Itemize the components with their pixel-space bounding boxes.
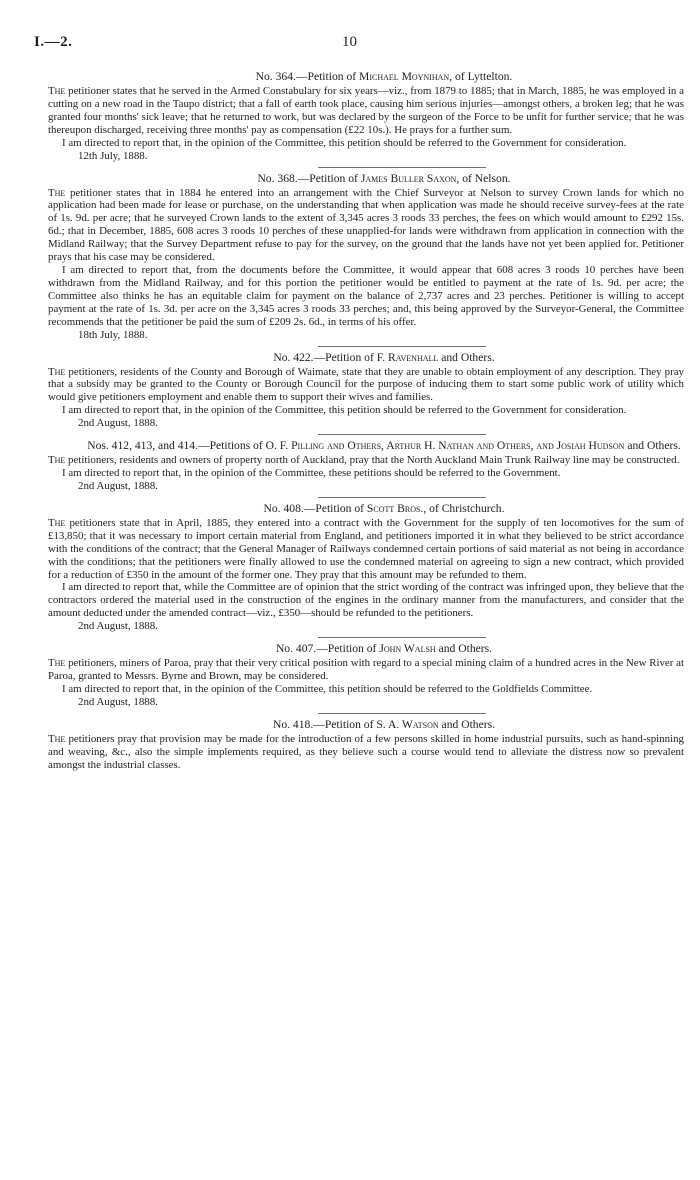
committee-report: I am directed to report that, in the opinion of the Committee, this petition should be referred to the Government for consideration. xyxy=(62,404,627,417)
petition-368 xyxy=(48,172,684,342)
petition-statement: The petitioner states that he served in the Armed Constabulary for six years—viz., from 1879 to 1885; that in March, 1885, he was employed in a cutting on a new road in the Taupo district; that a fall of earth took place, causing him serious injuries—amongst others, a broken leg; that he was granted four months' sick leave; that he returned to work, but was declared by the surgeon of the Force to be unfit for further service; that he was thereupon discharged, receiving three months' pay as compensation (£22 10s.). He prays for a further sum. xyxy=(48,85,684,136)
committee-report: I am directed to report that, from the documents before the Committee, it would appear that 608 acres 3 roods 10 perches have been withdrawn from the Midland Railway, and for this portion the petitioner would be entitled to payment at the rate of 1s. 9d. per acre; the Committee also thinks he has an equitable claim for payment on the balance of 2,737 acres and 23 perches. Petitioner is willing to accept payment at the rate of 1s. 3d. per acre on the 3,345 acres 3 roods 33 perches; and, this being approved by the Surveyor-General, the Committee recommends that the petitioner be paid the sum of £209 2s. 6d., in terms of his offer. xyxy=(48,263,684,328)
petition-statement: The petitioners, residents of the County and Borough of Waimate, state that they are unable to obtain employment of any description. They pray that a subsidy may be granted to the County or Borough Council for the purpose of inducing them to start some public work of utility which would give petitioners employment and enable them to support their wives and families. xyxy=(48,365,684,404)
petition-408 xyxy=(48,502,684,633)
petition-statement: The petitioners, miners of Paroa, pray that their very critical position with regard to a special mining claim of a hundred acres in the New River at Paroa, granted to Messrs. Byrne and Brown, may be considered. xyxy=(48,657,684,683)
petition-title: No. 364.—Petition of Michael Moynihan, of Lyttelton. xyxy=(255,70,513,83)
petitioner-name: Michael Moynihan xyxy=(359,70,450,83)
report-date: 12th July, 1888. xyxy=(78,149,148,162)
petition-412-413-414 xyxy=(48,439,684,493)
report-date: 2nd August, 1888. xyxy=(78,417,158,430)
petition-statement: The petitioners, residents and owners of property north of Auckland, pray that the North Auckland Main Trunk Railway line may be constructed. xyxy=(48,454,680,467)
petition-title: No. 422.—Petition of F. Ravenhall and Others. xyxy=(273,350,495,364)
committee-report: I am directed to report that, in the opinion of the Committee, this petition should be referred to the Goldfields Committee. xyxy=(62,683,593,695)
report-date: 2nd August, 1888. xyxy=(78,695,158,708)
page-number: 10 xyxy=(342,34,357,50)
petition-418 xyxy=(48,718,684,772)
petition-statement: The petitioners pray that provision may be made for the introduction of a few persons skilled in home industrial pursuits, such as hand-spinning and weaving, &c., also the simple implements required, as they believe such a course would tend to alleviate the distress now so prevalent amongst the industrial classes. xyxy=(48,732,684,771)
petitioner-name: James Buller Saxon xyxy=(360,171,457,185)
section-divider xyxy=(318,713,486,714)
petitioner-name: John Walsh xyxy=(379,642,436,656)
petitioner-name: Scott Bros. xyxy=(366,501,424,515)
petition-407 xyxy=(48,642,684,709)
section-divider xyxy=(318,434,486,435)
section-divider xyxy=(318,637,486,638)
petitions-list xyxy=(48,70,684,772)
petitioner-name: O. F. Pilling and Others, Arthur H. Nathan and Others, and Josiah Hudson xyxy=(265,439,625,453)
report-date: 18th July, 1888. xyxy=(78,328,148,341)
section-divider xyxy=(318,167,486,168)
committee-report: I am directed to report that, in the opinion of the Committee, these petitions should be referred to the Government. xyxy=(62,467,561,480)
report-date: 2nd August, 1888. xyxy=(78,620,158,633)
petition-title: Nos. 412, 413, and 414.—Petitions of O. F. Pilling and Others, Arthur H. Nathan and Others, and Josiah Hudson and Others. xyxy=(87,439,681,453)
committee-report: I am directed to report that, while the Committee are of opinion that the strict wording of the contract was infringed upon, they believe that the contractors ordered the material used in the construction of the engines in the ordinary manner from the manufacturers, and consider that the amount deducted under the amended contract—viz., £350—should be refunded to the petitioners. xyxy=(48,581,684,620)
petitioner-name: S. A. Watson xyxy=(376,717,439,731)
petition-title: No. 408.—Petition of Scott Bros., of Christchurch. xyxy=(263,501,505,515)
report-date: 2nd August, 1888. xyxy=(78,479,158,492)
petition-statement: The petitioners state that in April, 1885, they entered into a contract with the Government for the supply of ten locomotives for the sum of £13,850; that it was necessary to import certain material from England, and petitioners imported it in what they believed to be strict accordance with the conditions of the contract; that the General Manager of Railways condemned certain portions of said material as not being in accordance with the conditions; that the petitioners were finally allowed to use the condemned material on agreeing to sign a new contract, which provided for a reduction of £350 in the amount of the former one. They pray that this amount may be refunded to them. xyxy=(48,516,684,581)
committee-report: I am directed to report that, in the opinion of the Committee, this petition should be referred to the Government for consideration. xyxy=(62,136,627,149)
petition-364 xyxy=(48,70,684,163)
petition-title: No. 407.—Petition of John Walsh and Others. xyxy=(275,642,493,656)
petitioner-name: F. Ravenhall xyxy=(376,350,439,364)
petition-title: No. 418.—Petition of S. A. Watson and Others. xyxy=(272,717,496,731)
paper-reference: I.—2. xyxy=(34,34,73,50)
section-divider xyxy=(318,346,486,347)
page-header xyxy=(34,34,674,56)
petition-422 xyxy=(48,351,684,431)
section-divider xyxy=(318,497,486,498)
petition-title: No. 368.—Petition of James Buller Saxon, of Nelson. xyxy=(257,171,511,185)
petition-statement: The petitioner states that in 1884 he entered into an arrangement with the Chief Surveyor at Nelson to survey Crown lands for which no application had been made for lease or purchase, on the understanding that when application was made he should receive survey-fees at the rate of 1s. 9d. per acre; that he surveyed Crown lands to the extent of 3,345 acres 3 roods 33 perches, the fees on which would amount to £292 15s. 6d.; that in December, 1885, 608 acres 3 roods 10 perches of these unapplied-for lands were withdrawn from application in connection with the Midland Railway; that the Survey Department refuse to pay for the survey, on the ground that the lands have not yet been applied for. Petitioner prays that his case may be considered. xyxy=(48,186,684,264)
